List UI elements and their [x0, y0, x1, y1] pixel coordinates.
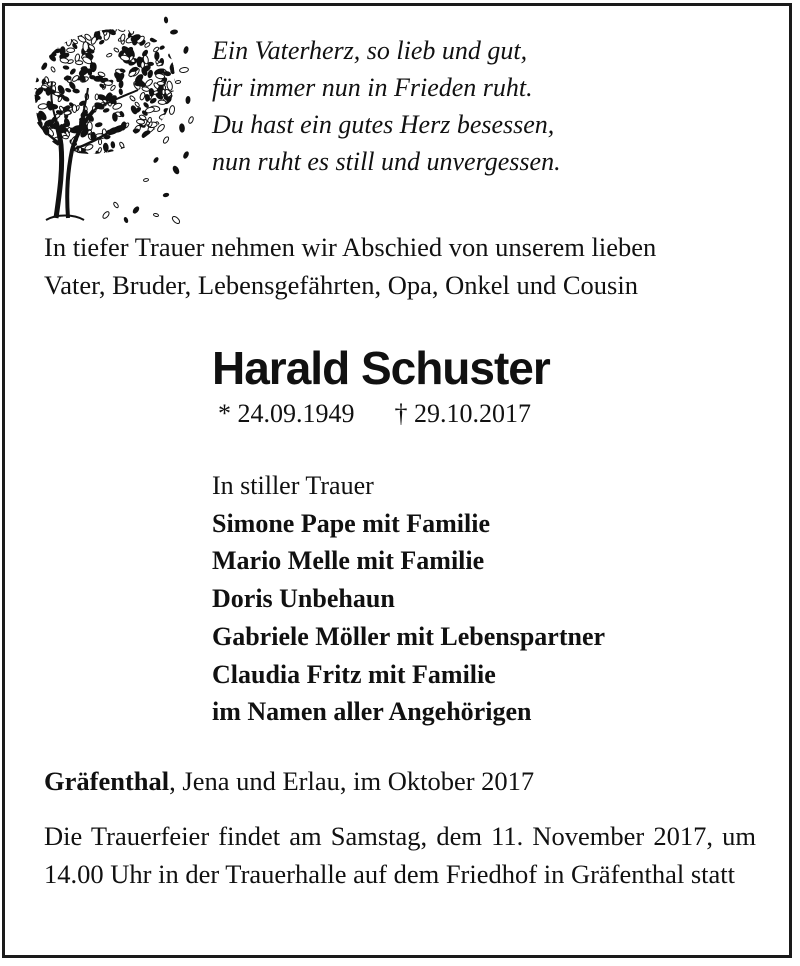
intro-line: In tiefer Trauer nehmen wir Abschied von unserem lieben	[44, 232, 657, 262]
mourner-name: Claudia Fritz mit Familie	[212, 659, 496, 689]
poem-line: für immer nun in Frieden ruht.	[212, 73, 533, 102]
windblown-tree-icon	[16, 10, 196, 225]
mourner-name: im Namen aller Angehörigen	[212, 697, 532, 727]
poem-line: nun ruht es still und unvergessen.	[212, 147, 561, 176]
place-and-date	[44, 762, 534, 800]
deceased-name: Harald Schuster	[212, 342, 550, 394]
poem-line: Ein Vaterherz, so lieb und gut,	[212, 36, 528, 65]
mourners-list	[212, 467, 605, 731]
mourner-name: Mario Melle mit Familie	[212, 546, 485, 576]
poem-line: Du hast ein gutes Herz besessen,	[212, 110, 555, 139]
mourner-name: Gabriele Möller mit Lebenspartner	[212, 621, 606, 651]
memorial-poem	[212, 32, 561, 180]
mourners-heading: In stiller Trauer	[212, 471, 374, 500]
life-dates	[218, 396, 531, 432]
place-rest: , Jena und Erlau, im Oktober 2017	[169, 766, 535, 796]
place-town: Gräfenthal	[44, 766, 170, 796]
mourner-name: Simone Pape mit Familie	[212, 508, 491, 538]
mourner-name: Doris Unbehaun	[212, 584, 395, 614]
funeral-info: Die Trauerfeier findet am Samstag, dem 11. November 2017, um 14.00 Uhr in der Trauerhalle auf dem Friedhof in Gräfenthal statt	[44, 821, 756, 889]
death-date: † 29.10.2017	[394, 399, 531, 428]
farewell-intro	[44, 228, 774, 304]
intro-line: Vater, Bruder, Lebensgefährten, Opa, Onkel und Cousin	[44, 270, 638, 300]
birth-date: * 24.09.1949	[218, 399, 355, 428]
